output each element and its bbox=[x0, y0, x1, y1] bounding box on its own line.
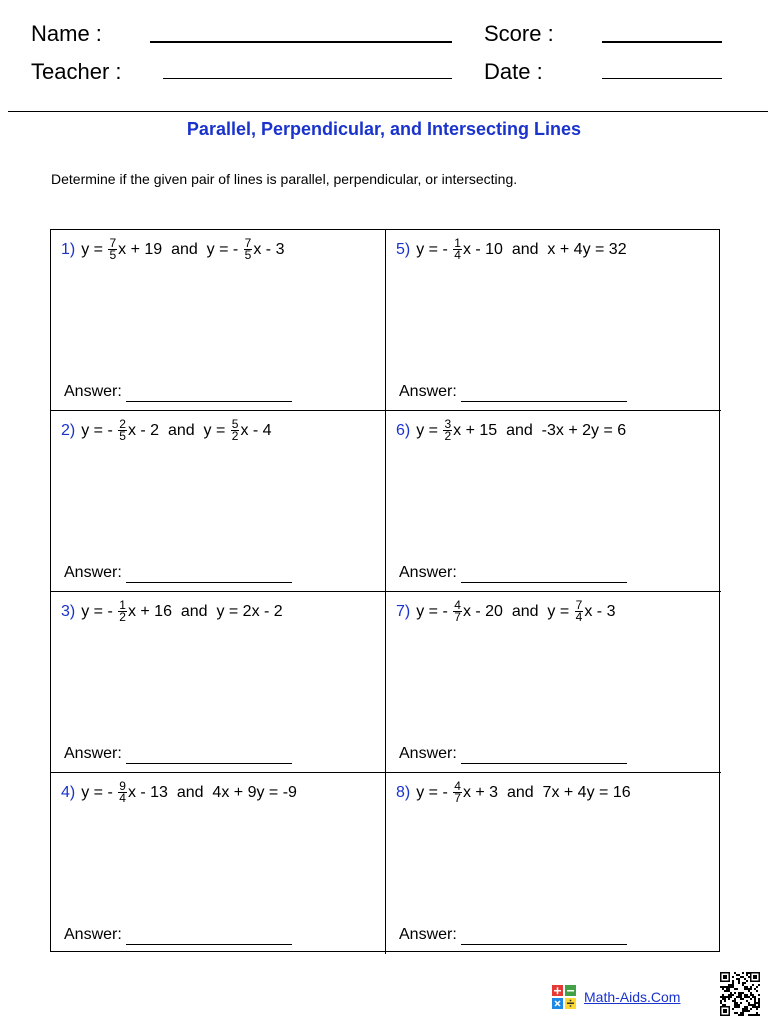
equation-text: x - 4 bbox=[240, 421, 272, 439]
equation-text: y = bbox=[416, 421, 443, 439]
fraction-numerator: 3 bbox=[444, 417, 452, 431]
fraction-denominator: 7 bbox=[454, 610, 461, 624]
problem-equation bbox=[396, 781, 631, 804]
equation-text: y = - bbox=[416, 783, 453, 801]
fraction-numerator: 4 bbox=[454, 779, 461, 793]
answer-label: Answer: bbox=[399, 383, 457, 400]
fraction bbox=[453, 600, 462, 623]
problem-number: 4) bbox=[61, 783, 76, 801]
fraction-denominator: 4 bbox=[575, 610, 583, 624]
equation-text: x - 3 bbox=[253, 240, 285, 258]
equation-text: y = - bbox=[81, 421, 118, 439]
teacher-field-line[interactable] bbox=[163, 78, 452, 79]
answer-blank[interactable] bbox=[126, 930, 292, 945]
fraction bbox=[575, 600, 584, 623]
problem-number: 7) bbox=[396, 602, 411, 620]
problem-grid bbox=[50, 229, 720, 952]
fraction bbox=[453, 781, 462, 804]
problem-cell bbox=[51, 230, 386, 411]
equation-text: y = - bbox=[81, 783, 118, 801]
equation-text: y = bbox=[81, 240, 108, 258]
problem-equation bbox=[396, 238, 627, 261]
answer-row bbox=[64, 563, 292, 583]
equation-text: x - 2 and y = bbox=[127, 421, 230, 439]
problem-cell bbox=[51, 411, 386, 592]
answer-row bbox=[399, 744, 627, 764]
fraction bbox=[453, 238, 462, 261]
problem-cell bbox=[386, 773, 721, 954]
fraction bbox=[244, 238, 253, 261]
problem-number: 2) bbox=[61, 421, 76, 439]
answer-label: Answer: bbox=[64, 745, 122, 762]
answer-row bbox=[399, 925, 627, 945]
equation-text: x + 19 and y = - bbox=[118, 240, 243, 258]
equation-text: x - 3 bbox=[584, 602, 616, 620]
answer-row bbox=[64, 744, 292, 764]
problem-equation bbox=[396, 600, 615, 623]
fraction-denominator: 2 bbox=[119, 610, 126, 624]
answer-blank[interactable] bbox=[461, 749, 627, 764]
fraction bbox=[231, 419, 240, 442]
equation-text: x - 10 and x + 4y = 32 bbox=[462, 240, 627, 258]
score-label: Score : bbox=[484, 21, 554, 46]
answer-label: Answer: bbox=[64, 564, 122, 581]
fraction-numerator: 4 bbox=[454, 598, 461, 612]
equation-text: y = - bbox=[416, 240, 453, 258]
date-label: Date : bbox=[484, 59, 543, 84]
problem-equation bbox=[61, 781, 297, 804]
problem-equation bbox=[61, 600, 283, 623]
name-label: Name : bbox=[31, 21, 102, 46]
fraction bbox=[118, 600, 127, 623]
fraction-denominator: 2 bbox=[444, 429, 452, 443]
answer-blank[interactable] bbox=[461, 568, 627, 583]
problem-number: 1) bbox=[61, 240, 76, 258]
answer-blank[interactable] bbox=[126, 749, 292, 764]
answer-row bbox=[399, 382, 627, 402]
fraction bbox=[108, 238, 117, 261]
fraction-denominator: 4 bbox=[119, 791, 126, 805]
equation-text: y = - bbox=[416, 602, 453, 620]
answer-row bbox=[64, 382, 292, 402]
problem-cell bbox=[51, 773, 386, 954]
fraction-numerator: 7 bbox=[109, 236, 117, 250]
problem-number: 5) bbox=[396, 240, 411, 258]
answer-label: Answer: bbox=[399, 564, 457, 581]
fraction-numerator: 1 bbox=[119, 598, 126, 612]
problem-cell bbox=[386, 230, 721, 411]
date-field-line[interactable] bbox=[602, 78, 722, 79]
problem-number: 8) bbox=[396, 783, 411, 801]
problem-number: 3) bbox=[61, 602, 76, 620]
calculator-icon bbox=[552, 985, 576, 1009]
equation-text: x + 3 and 7x + 4y = 16 bbox=[462, 783, 631, 801]
fraction-denominator: 5 bbox=[109, 248, 117, 262]
instructions-text: Determine if the given pair of lines is parallel, perpendicular, or intersecting. bbox=[51, 171, 518, 187]
fraction-denominator: 2 bbox=[231, 429, 239, 443]
answer-label: Answer: bbox=[64, 926, 122, 943]
qr-code-icon bbox=[720, 972, 760, 1016]
fraction-denominator: 7 bbox=[454, 791, 461, 805]
fraction bbox=[118, 419, 127, 442]
problem-cell bbox=[386, 411, 721, 592]
fraction-numerator: 2 bbox=[119, 417, 126, 431]
answer-row bbox=[399, 563, 627, 583]
answer-label: Answer: bbox=[399, 926, 457, 943]
equation-text: y = - bbox=[81, 602, 118, 620]
answer-blank[interactable] bbox=[461, 387, 627, 402]
problem-equation bbox=[61, 238, 284, 261]
fraction-numerator: 7 bbox=[244, 236, 252, 250]
problem-cell bbox=[51, 592, 386, 773]
fraction-numerator: 5 bbox=[231, 417, 239, 431]
equation-text: x + 15 and -3x + 2y = 6 bbox=[453, 421, 627, 439]
fraction-numerator: 1 bbox=[454, 236, 461, 250]
fraction bbox=[443, 419, 452, 442]
equation-text: x + 16 and y = 2x - 2 bbox=[127, 602, 283, 620]
fraction bbox=[118, 781, 127, 804]
fraction-denominator: 4 bbox=[454, 248, 461, 262]
answer-label: Answer: bbox=[399, 745, 457, 762]
answer-row bbox=[64, 925, 292, 945]
math-aids-link[interactable]: Math-Aids.Com bbox=[584, 989, 681, 1005]
problem-equation bbox=[61, 419, 272, 442]
problem-number: 6) bbox=[396, 421, 411, 439]
answer-blank[interactable] bbox=[461, 930, 627, 945]
score-field-line[interactable] bbox=[602, 41, 722, 43]
teacher-label: Teacher : bbox=[31, 59, 122, 84]
answer-blank[interactable] bbox=[126, 387, 292, 402]
name-field-line[interactable] bbox=[150, 41, 452, 43]
fraction-numerator: 9 bbox=[119, 779, 126, 793]
fraction-denominator: 5 bbox=[244, 248, 252, 262]
equation-text: x - 20 and y = bbox=[462, 602, 574, 620]
answer-label: Answer: bbox=[64, 383, 122, 400]
worksheet-title: Parallel, Perpendicular, and Intersecting Lines bbox=[186, 119, 582, 139]
answer-blank[interactable] bbox=[126, 568, 292, 583]
equation-text: x - 13 and 4x + 9y = -9 bbox=[127, 783, 297, 801]
fraction-numerator: 7 bbox=[575, 598, 583, 612]
header-divider bbox=[8, 111, 768, 112]
fraction-denominator: 5 bbox=[119, 429, 126, 443]
problem-cell bbox=[386, 592, 721, 773]
problem-equation bbox=[396, 419, 626, 442]
